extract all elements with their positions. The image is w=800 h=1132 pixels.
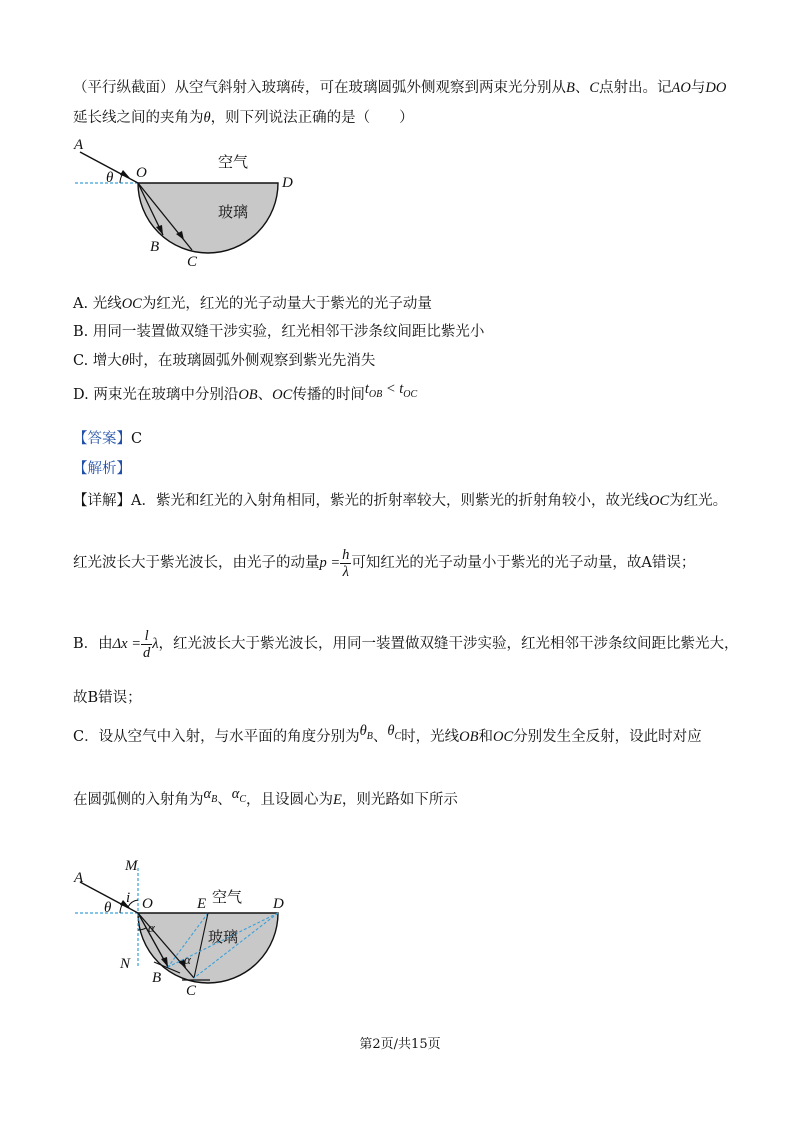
label-b: B [150,239,160,255]
question-line-1: （平行纵截面）从空气斜射入玻璃砖，可在玻璃圆弧外侧观察到两束光分别从B、C点射出。记AO与DO [73,80,727,96]
detail-line-6: 在圆弧侧的入射角为$\alpha_B$、$\alpha_C$，且设圆心为E，则光路如下所示 [73,786,458,808]
detail-line-2: 红光波长大于紫光波长，由光子的动量p = $\frac{h}{\lambda}$ 可知红光的光子动量小于紫光的光子动量，故A错误； [73,546,696,580]
label-air: 空气 [212,888,243,906]
label-glass: 玻璃 [208,928,239,946]
figure-1-diagram [70,135,310,270]
detail-line-1: 【详解】A．紫光和红光的入射角相同，紫光的折射率较大，则紫光的折射角较小，故光线OC为红光。 [73,493,728,509]
label-n: N [120,956,131,972]
label-theta: θ [104,900,112,916]
question-line-2: 延长线之间的夹角为θ，则下列说法正确的是（ ） [73,110,414,126]
label-m: M [125,858,138,874]
label-b: B [152,970,162,986]
option-c[interactable]: C. 增大θ时，在玻璃圆弧外侧观察到紫光先消失 [73,353,376,369]
fraction-h-over-lambda: $\frac{h}{\lambda}$ [342,546,350,580]
analysis-heading: 【解析】 [73,461,131,477]
figure-2-diagram [70,850,310,1000]
option-d[interactable]: D. 两束光在玻璃中分别沿OB、OC传播的时间$t_{OB} < t_{OC}$ [73,381,418,403]
detail-line-4: 故B错误； [73,690,142,706]
label-glass: 玻璃 [218,203,249,221]
label-c: C [186,983,197,999]
label-d: D [282,175,293,191]
label-a: A [74,870,84,886]
label-alpha-2: α [184,952,191,967]
label-e: E [197,896,207,912]
option-b[interactable]: B. 用同一装置做双缝干涉实验，红光相邻干涉条纹间距比紫光小 [73,324,485,340]
label-o: O [136,165,147,181]
label-o: O [142,896,153,912]
label-d: D [273,896,284,912]
detail-line-5: C．设从空气中入射，与水平面的角度分别为$\theta_B$、$\theta_C$时，光线OB和OC分别发生全反射，设此时对应 [73,723,702,745]
label-i: i [126,890,131,906]
fraction-l-over-d: $\frac{l}{d}$ [143,627,151,661]
label-c: C [187,254,198,270]
detail-line-3: B．由Δx = $\frac{l}{d}$ λ，红光波长大于紫光波长，用同一装置做双缝干涉实验，红光相邻干涉条纹间距比紫光大， [73,627,739,661]
label-alpha-1: α [148,920,155,935]
answer: 【答案】C [73,431,143,447]
option-a[interactable]: A. 光线OC为红光，红光的光子动量大于紫光的光子动量 [73,296,432,312]
label-a: A [74,137,84,153]
page-footer: 第2页/共15页 [359,1037,441,1052]
label-theta: θ [106,170,114,186]
label-air: 空气 [218,153,249,171]
